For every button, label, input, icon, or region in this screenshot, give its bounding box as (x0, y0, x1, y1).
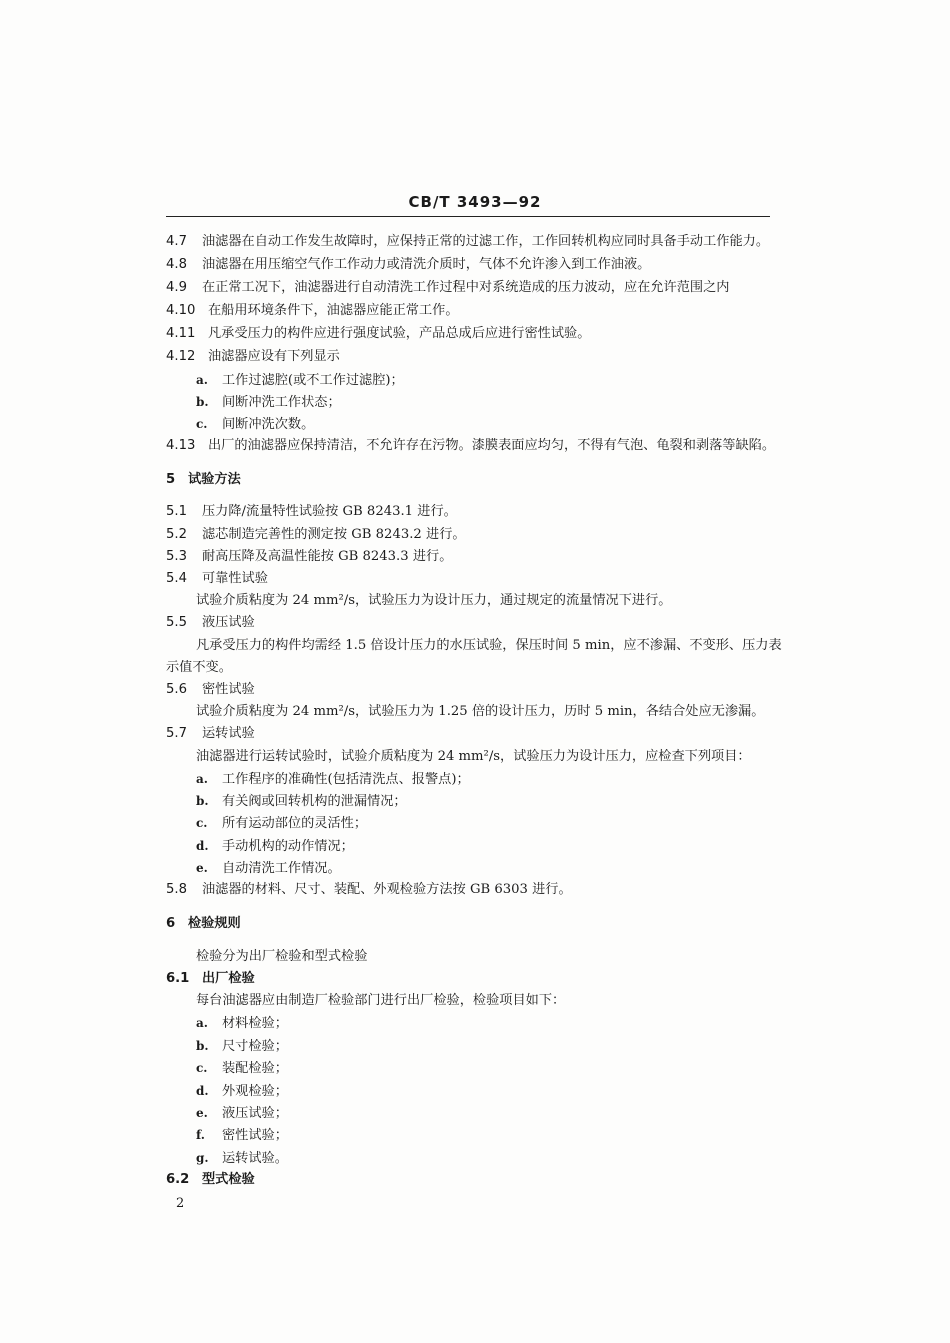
header-rule (166, 216, 770, 217)
clause-4-12 (166, 348, 340, 366)
clause-5-5-body-cont: 示值不变。 (166, 660, 232, 675)
clause-5-2 (166, 526, 466, 544)
clause-number: 5.8 (166, 882, 187, 897)
clause-number: 6.1 (166, 971, 190, 986)
clause-text: 在正常工况下，油滤器进行自动清洗工作过程中对系统造成的压力波动，应在允许范围之内 (202, 280, 730, 295)
clause-number: 4.8 (166, 257, 187, 272)
clause-number: 4.12 (166, 349, 196, 364)
list-letter: c. (196, 1061, 208, 1075)
clause-5-5-body: 凡承受压力的构件均需经 1.5 倍设计压力的水压试验，保压时间 5 min，应不渗漏、不变形、压力表 (196, 638, 782, 653)
list-letter: b. (196, 1039, 209, 1053)
list-letter: d. (196, 1084, 209, 1098)
clause-5-4-body: 试验介质粘度为 24 mm²/s，试验压力为设计压力，通过规定的流量情况下进行。 (196, 593, 672, 608)
clause-4-7 (166, 233, 769, 251)
list-item (196, 837, 354, 856)
list-item (196, 770, 470, 789)
list-item (196, 1126, 288, 1145)
list-text: 材料检验； (222, 1016, 288, 1031)
clause-title: 型式检验 (202, 1172, 255, 1187)
section-title: 试验方法 (188, 472, 241, 487)
clause-number: 6.2 (166, 1172, 190, 1187)
list-item (196, 792, 407, 811)
clause-4-9 (166, 279, 730, 297)
list-letter: g. (196, 1151, 209, 1165)
clause-number: 4.9 (166, 280, 187, 295)
list-letter: b. (196, 794, 209, 808)
clause-number: 5.6 (166, 682, 187, 697)
clause-title: 运转试验 (202, 726, 255, 741)
list-letter: a. (196, 1016, 208, 1030)
clause-text: 油滤器的材料、尺寸、装配、外观检验方法按 GB 6303 进行。 (202, 882, 572, 897)
list-text: 尺寸检验； (222, 1039, 288, 1054)
list-letter: c. (196, 816, 208, 830)
list-text: 间断冲洗工作状态； (222, 395, 341, 410)
clause-text: 油滤器在自动工作发生故障时，应保持正常的过滤工作，工作回转机构应同时具备手动工作能力。 (202, 234, 770, 249)
clause-5-7-body: 油滤器进行运转试验时，试验介质粘度为 24 mm²/s，试验压力为设计压力，应检查下列项目： (196, 749, 751, 764)
clause-title: 液压试验 (202, 615, 255, 630)
list-item (196, 1037, 288, 1056)
clause-5-8 (166, 881, 572, 899)
list-item (196, 1104, 288, 1123)
list-letter: d. (196, 839, 209, 853)
clause-4-10 (166, 302, 459, 320)
clause-number: 5.4 (166, 571, 187, 586)
clause-number: 5.2 (166, 527, 187, 542)
list-text: 所有运动部位的灵活性； (222, 816, 368, 831)
clause-5-3 (166, 548, 452, 566)
clause-number: 5.7 (166, 726, 187, 741)
list-text: 工作过滤腔(或不工作过滤腔)； (222, 373, 404, 388)
list-item (196, 371, 404, 390)
list-item (196, 859, 341, 878)
clause-number: 5.5 (166, 615, 187, 630)
list-item (196, 1082, 288, 1101)
clause-5-6 (166, 681, 255, 699)
clause-text: 耐高压降及高温性能按 GB 8243.3 进行。 (202, 549, 453, 564)
list-letter: a. (196, 772, 208, 786)
section-6-heading (166, 915, 241, 933)
clause-text: 滤芯制造完善性的测定按 GB 8243.2 进行。 (202, 527, 466, 542)
clause-number: 4.11 (166, 326, 196, 341)
clause-6-1-body: 每台油滤器应由制造厂检验部门进行出厂检验，检验项目如下： (196, 993, 566, 1008)
list-text: 液压试验； (222, 1106, 288, 1121)
list-item (196, 1149, 288, 1168)
list-item (196, 1059, 288, 1078)
list-text: 外观检验； (222, 1084, 288, 1099)
clause-5-1 (166, 503, 457, 521)
clause-text: 在船用环境条件下，油滤器应能正常工作。 (208, 303, 459, 318)
section-5-heading (166, 471, 241, 489)
clause-4-13 (166, 437, 775, 455)
list-letter: b. (196, 395, 209, 409)
clause-5-5 (166, 614, 255, 632)
clause-text: 出厂的油滤器应保持清洁，不允许存在污物。漆膜表面应均匀，不得有气泡、龟裂和剥落等缺陷。 (208, 438, 776, 453)
clause-title: 可靠性试验 (202, 571, 268, 586)
section-number: 5 (166, 472, 176, 487)
page-number: 2 (176, 1196, 185, 1211)
list-text: 有关阀或回转机构的泄漏情况； (222, 794, 407, 809)
clause-6-2 (166, 1171, 255, 1189)
list-item (196, 393, 341, 412)
section-6-intro: 检验分为出厂检验和型式检验 (196, 949, 368, 964)
clause-4-8 (166, 256, 650, 274)
clause-text: 油滤器在用压缩空气作工作动力或清洗介质时，气体不允许渗入到工作油液。 (202, 257, 651, 272)
clause-5-4 (166, 570, 268, 588)
clause-6-1 (166, 970, 255, 988)
list-text: 运转试验。 (222, 1151, 288, 1166)
clause-text: 油滤器应设有下列显示 (208, 349, 340, 364)
clause-number: 4.13 (166, 438, 196, 453)
list-text: 手动机构的动作情况； (222, 839, 354, 854)
list-text: 工作程序的准确性(包括清洗点、报警点)； (222, 772, 470, 787)
list-letter: f. (196, 1128, 205, 1142)
list-letter: e. (196, 861, 208, 875)
list-text: 自动清洗工作情况。 (222, 861, 341, 876)
list-text: 装配检验； (222, 1061, 288, 1076)
section-title: 检验规则 (188, 916, 241, 931)
clause-number: 4.10 (166, 303, 196, 318)
clause-title: 出厂检验 (202, 971, 255, 986)
standard-code-header: CB/T 3493—92 (408, 193, 542, 211)
clause-text: 凡承受压力的构件应进行强度试验，产品总成后应进行密性试验。 (208, 326, 591, 341)
clause-title: 密性试验 (202, 682, 255, 697)
section-number: 6 (166, 916, 176, 931)
list-item (196, 1014, 288, 1033)
clause-text: 压力降/流量特性试验按 GB 8243.1 进行。 (202, 504, 457, 519)
clause-5-6-body: 试验介质粘度为 24 mm²/s，试验压力为 1.25 倍的设计压力，历时 5 min，各结合处应无渗漏。 (196, 704, 765, 719)
clause-number: 5.1 (166, 504, 187, 519)
list-text: 密性试验； (222, 1128, 288, 1143)
clause-number: 4.7 (166, 234, 187, 249)
list-item (196, 415, 314, 434)
list-text: 间断冲洗次数。 (222, 417, 315, 432)
list-letter: e. (196, 1106, 208, 1120)
list-letter: a. (196, 373, 208, 387)
clause-4-11 (166, 325, 590, 343)
clause-number: 5.3 (166, 549, 187, 564)
list-item (196, 814, 367, 833)
clause-5-7 (166, 725, 255, 743)
list-letter: c. (196, 417, 208, 431)
